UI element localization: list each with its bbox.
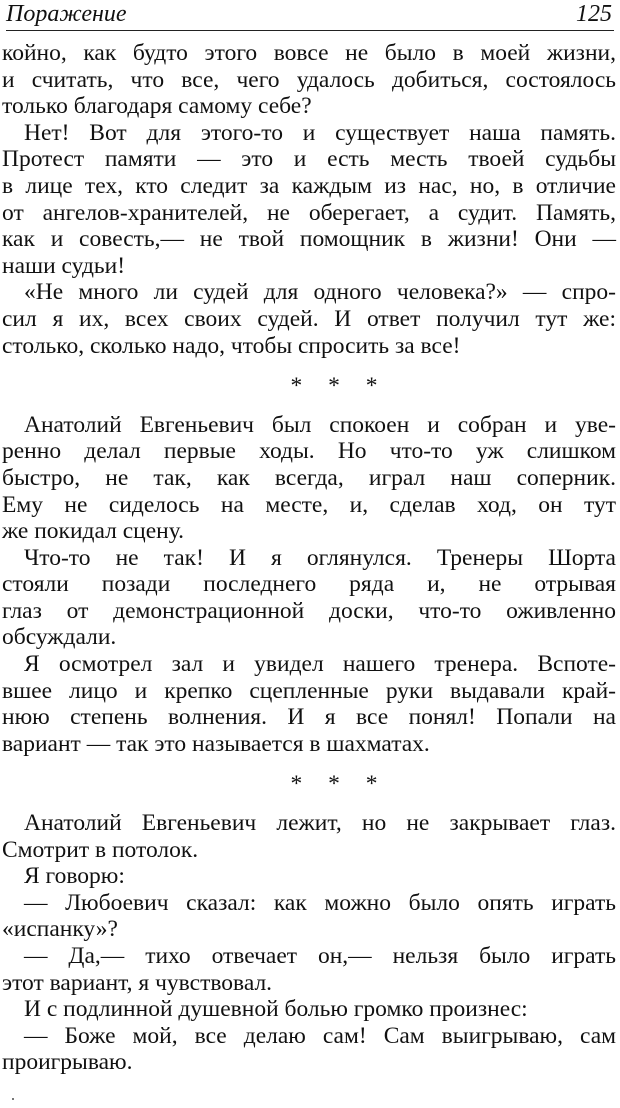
text-line: стояли позади последнего ряда и, не отрывая	[2, 571, 616, 598]
text-line: Я осмотрел зал и увидел нашего тренера. Вспоте-	[24, 651, 616, 678]
text-line: «испанку»?	[2, 916, 118, 943]
text-line: ренно делал первые ходы. Но что-то уж слишком	[2, 438, 616, 465]
paragraph	[2, 40, 616, 120]
chapter-title: Поражение	[6, 1, 127, 27]
text-line: — Любоевич сказал: как можно было опять играть	[24, 889, 616, 916]
text-line: же покидал сцену.	[2, 518, 185, 545]
text-line: вариант — так это называется в шахматах.	[2, 730, 430, 757]
text-line: вшее лицо и крепко сцепленные руки выдавали край-	[2, 677, 616, 704]
text-line: койно, как будто этого вовсе не было в моей жизни,	[2, 40, 616, 66]
text-line: Ему не сиделось на месте, и, сделав ход, он тут	[2, 491, 616, 518]
text-line: и считать, что все, чего удалось добиться, состоялось	[2, 66, 616, 93]
paragraph	[2, 412, 616, 545]
body-text	[2, 40, 616, 1076]
text-line: только благодаря самому себе?	[2, 93, 312, 120]
text-line: глаз от демонстрационной доски, что-то оживленно	[2, 597, 616, 624]
paragraph	[2, 890, 616, 943]
paragraph	[2, 943, 616, 996]
paragraph	[2, 863, 616, 890]
paragraph	[2, 545, 616, 651]
text-line: И с подлинной душевной болью громко произнес:	[24, 996, 528, 1023]
paragraph	[2, 996, 616, 1023]
section-separator: * * *	[290, 373, 388, 400]
paragraph	[2, 120, 616, 280]
text-line: Анатолий Евгеньевич был спокоен и собран и уве-	[24, 411, 616, 438]
text-line: столько, сколько надо, чтобы спросить за все!	[2, 332, 461, 359]
paragraph	[2, 1023, 616, 1076]
text-line: в лице тех, кто следит за каждым из нас, но, в отличие	[2, 172, 616, 199]
text-line: быстро, не так, как всегда, играл наш соперник.	[2, 464, 616, 491]
page-number: 125	[576, 1, 612, 27]
text-line: Что-то не так! И я оглянулся. Тренеры Шорта	[24, 544, 616, 571]
text-line: Анатолий Евгеньевич лежит, но не закрывает глаз.	[24, 810, 616, 837]
text-line: этот вариант, я чувствовал.	[2, 969, 273, 996]
text-line: — Боже мой, все делаю сам! Сам выигрываю, сам	[24, 1022, 616, 1049]
text-line: наши судьи!	[2, 252, 126, 279]
text-line: сил я их, всех своих судей. И ответ получил тут же:	[2, 305, 616, 332]
text-line: нюю степень волнения. И я все понял! Попали на	[2, 704, 616, 731]
text-line: от ангелов-хранителей, не оберегает, а судит. Память,	[2, 199, 616, 226]
text-line: «Не много ли судей для одного человека?» — спро-	[24, 279, 616, 306]
text-line: Смотрит в потолок.	[2, 836, 199, 863]
running-header	[6, 0, 614, 31]
text-line: как и совесть,— не твой помощник в жизни! Они —	[2, 226, 616, 253]
paragraph	[2, 810, 616, 863]
text-line: проигрываю.	[2, 1049, 133, 1076]
paragraph	[2, 651, 616, 757]
scan-speck	[12, 1098, 14, 1100]
text-line: Нет! Вот для этого-то и существует наша память.	[24, 119, 616, 146]
text-line: Протест памяти — это и есть месть твоей судьбы	[2, 146, 616, 173]
text-line: — Да,— тихо отвечает он,— нельзя было играть	[24, 943, 616, 969]
section-separator: * * *	[290, 771, 388, 798]
text-line: Я говорю:	[24, 863, 125, 890]
text-line: обсуждали.	[2, 624, 117, 651]
paragraph	[2, 279, 616, 359]
